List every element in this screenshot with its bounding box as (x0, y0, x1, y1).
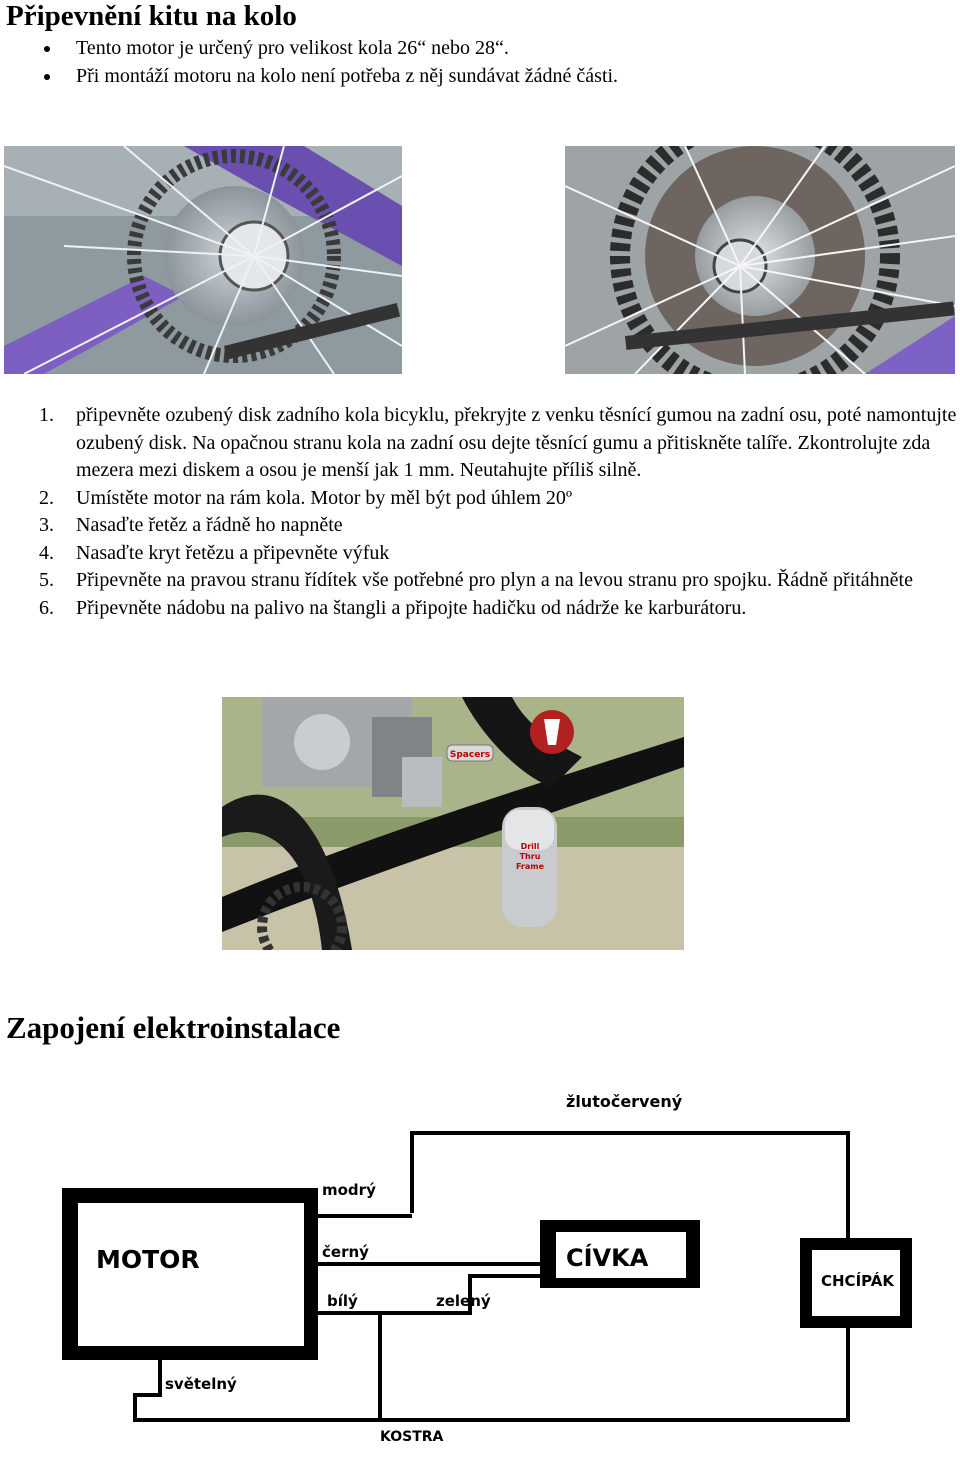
label-cerny: černý (322, 1243, 369, 1261)
photo-motor-on-frame (222, 697, 684, 950)
spacers-label: Spacers (449, 750, 491, 760)
list-item (0, 567, 960, 595)
drill-thru-frame-label-1: Drill (520, 842, 540, 851)
step-number: 2. (39, 486, 54, 509)
step-text: Umístěte motor na rám kola. Motor by měl být pod úhlem 20º (76, 486, 573, 509)
label-kostra: KOSTRA (380, 1429, 444, 1445)
list-item (0, 62, 618, 90)
mounting-steps-list (0, 402, 960, 622)
bullet-icon (44, 46, 50, 52)
list-item (0, 402, 960, 485)
photo-rear-sprocket-right (565, 146, 955, 374)
label-zeleny: zelený (436, 1292, 491, 1310)
label-svetelny: světelný (165, 1375, 237, 1393)
bullet-icon (44, 74, 50, 80)
wiring-diagram (0, 1075, 960, 1462)
bullet-text: Při montáží motoru na kolo není potřeba z něj sundávat žádné části. (76, 65, 619, 87)
list-item (0, 595, 960, 623)
step-text: Připevněte na pravou stranu řídítek vše potřebné pro plyn a na levou stranu pro spojku. Řádně přitáhněte (76, 569, 913, 591)
section-title-mounting: Připevnění kitu na kolo (6, 0, 297, 32)
list-item (0, 540, 960, 568)
motor-label: MOTOR (96, 1245, 200, 1274)
step-text: připevněte ozubený disk zadního kola bicyklu, překryjte z venku těsnící gumou na zadní osu, poté namontujte ozubený disk. Na opačnou stranu kola na zadní osu dejte těsnící gumu a přitiskněte talíře. Zkontrolujte zda mezera mezi diskem a osou je menší jak 1 mm. Neutahujte příliš silně. (76, 404, 957, 481)
wire-bily (318, 1313, 380, 1418)
list-item (0, 485, 960, 513)
step-number: 1. (39, 404, 54, 426)
chcipak-label: CHCÍPÁK (821, 1272, 895, 1290)
step-number: 5. (39, 569, 54, 591)
bullet-text: Tento motor je určený pro velikost kola 26“ nebo 28“. (76, 37, 509, 59)
list-item (0, 512, 960, 540)
photo-rear-sprocket-left (4, 146, 402, 374)
step-number: 6. (39, 596, 54, 619)
label-modry: modrý (322, 1181, 376, 1199)
section-title-wiring: Zapojení elektroinstalace (6, 1010, 341, 1045)
intro-bullet-list (0, 34, 618, 90)
step-text: Nasaďte kryt řetězu a připevněte výfuk (76, 541, 390, 564)
label-zlutocerveny: žlutočervený (566, 1092, 683, 1111)
step-text: Nasaďte řetěz a řádně ho napněte (76, 514, 343, 536)
step-number: 3. (39, 514, 54, 536)
drill-thru-frame-label-3: Frame (515, 862, 545, 871)
civka-label: CÍVKA (566, 1244, 649, 1272)
step-number: 4. (39, 541, 54, 564)
label-bily: bílý (327, 1292, 358, 1310)
list-item (0, 34, 618, 62)
drill-thru-frame-label-2: Thru (519, 852, 541, 861)
step-text: Připevněte nádobu na palivo na štangli a připojte hadičku od nádrže ke karburátoru. (76, 596, 747, 619)
